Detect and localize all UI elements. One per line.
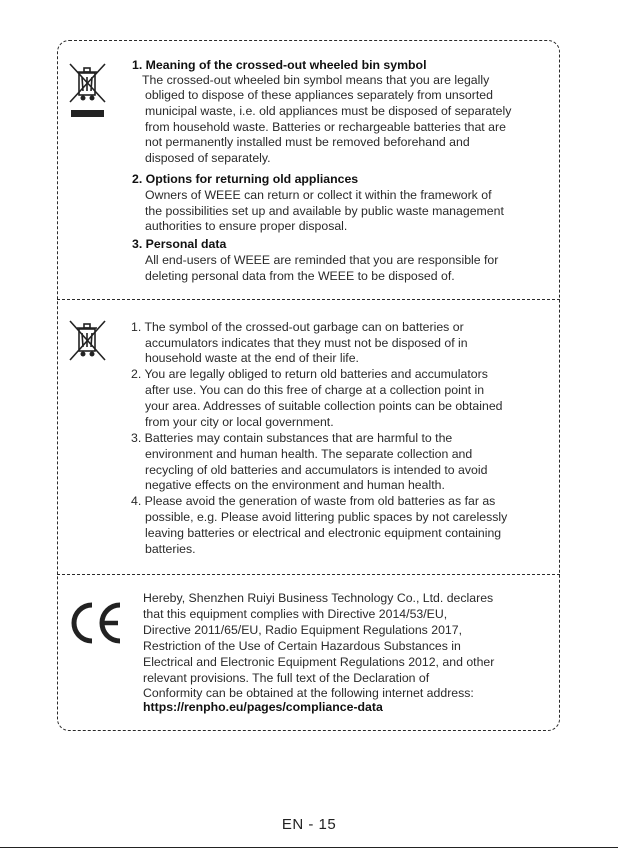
section1-line: authorities to ensure proper disposal. bbox=[145, 219, 348, 233]
section2-line: accumulators indicates that they must not be disposed of in bbox=[145, 336, 468, 350]
section3-line: that this equipment complies with Directive 2014/53/EU, bbox=[143, 607, 448, 621]
section3-line: relevant provisions. The full text of the Declaration of bbox=[143, 671, 430, 685]
section2-line: leaving batteries or electrical and electronic equipment containing bbox=[145, 526, 502, 540]
section1-line: The crossed-out wheeled bin symbol means that you are legally bbox=[142, 73, 490, 87]
section1-line: obliged to dispose of these appliances separately from unsorted bbox=[145, 88, 493, 102]
crossed-out-battery-bin-icon bbox=[68, 320, 108, 364]
section1-heading-2: 2. Options for returning old appliances bbox=[132, 172, 359, 186]
ce-mark-icon bbox=[68, 600, 126, 646]
section2-line: 2. You are legally obliged to return old batteries and accumulators bbox=[131, 367, 488, 381]
section2-line: recycling of old batteries and accumulators is intended to avoid bbox=[145, 463, 488, 477]
section-divider-2 bbox=[57, 574, 560, 575]
section2-line: your area. Addresses of suitable collection points can be obtained bbox=[145, 399, 503, 413]
section2-line: negative effects on the environment and human health. bbox=[145, 478, 445, 492]
section2-line: environment and human health. The separate collection and bbox=[145, 447, 473, 461]
section2-line: possible, e.g. Please avoid littering public spaces by not carelessly bbox=[145, 510, 508, 524]
section1-line: disposed of separately. bbox=[145, 151, 271, 165]
section1-heading: 1. Meaning of the crossed-out wheeled bin symbol bbox=[132, 58, 427, 72]
section1-line: Owners of WEEE can return or collect it within the framework of bbox=[145, 188, 492, 202]
section3-line: Conformity can be obtained at the following internet address: bbox=[143, 686, 474, 700]
section2-line: household waste at the end of their life. bbox=[145, 351, 359, 365]
section1-heading-3: 3. Personal data bbox=[132, 237, 227, 251]
section1-line: not permanently installed must be removed beforehand and bbox=[145, 135, 470, 149]
crossed-out-wheeled-bin-icon bbox=[68, 60, 108, 118]
compliance-link[interactable]: https://renpho.eu/pages/compliance-data bbox=[143, 700, 383, 714]
section2-line: 1. The symbol of the crossed-out garbage can on batteries or bbox=[131, 320, 464, 334]
section1-line: the possibilities set up and available by public waste management bbox=[145, 204, 504, 218]
section2-line: from your city or local government. bbox=[145, 415, 334, 429]
section3-line: Electrical and Electronic Equipment Regulations 2012, and other bbox=[143, 655, 495, 669]
section1-line: municipal waste, i.e. old appliances must be disposed of separately bbox=[145, 104, 512, 118]
page-number: EN - 15 bbox=[281, 816, 337, 833]
section3-line: Directive 2011/65/EU, Radio Equipment Regulations 2017, bbox=[143, 623, 462, 637]
section1-line: from household waste. Batteries or rechargeable batteries that are bbox=[145, 120, 506, 134]
section2-line: 3. Batteries may contain substances that are harmful to the bbox=[131, 431, 453, 445]
section2-line: 4. Please avoid the generation of waste from old batteries as far as bbox=[131, 494, 496, 508]
bottom-rule bbox=[0, 847, 618, 848]
section-divider-1 bbox=[57, 299, 560, 300]
section1-line: deleting personal data from the WEEE to be disposed of. bbox=[145, 269, 455, 283]
section3-line: Restriction of the Use of Certain Hazardous Substances in bbox=[143, 639, 461, 653]
section2-line: after use. You can do this free of charge at a collection point in bbox=[145, 383, 485, 397]
section1-line: All end-users of WEEE are reminded that you are responsible for bbox=[145, 253, 499, 267]
section2-line: batteries. bbox=[145, 542, 196, 556]
section3-line: Hereby, Shenzhen Ruiyi Business Technology Co., Ltd. declares bbox=[143, 591, 494, 605]
